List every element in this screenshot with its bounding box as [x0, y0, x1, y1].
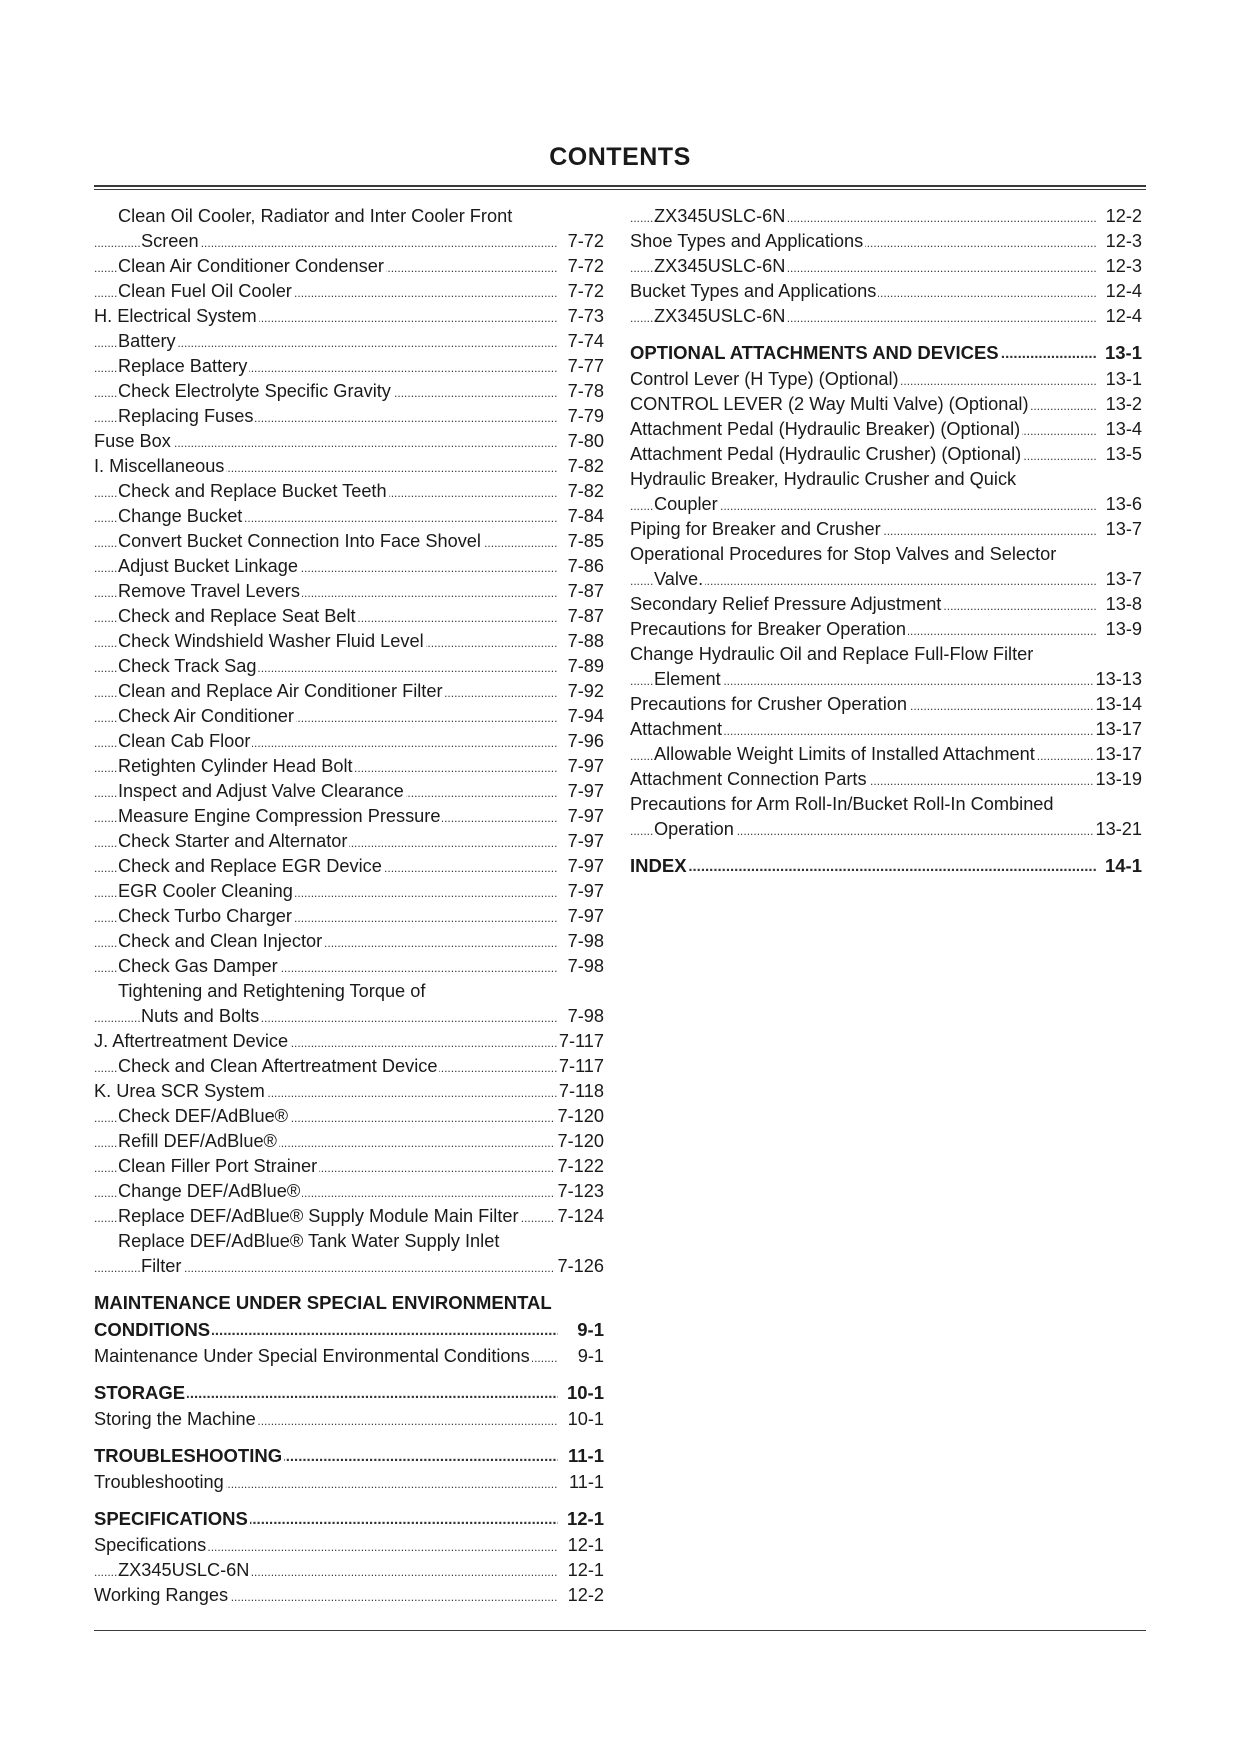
toc-entry[interactable]	[630, 692, 1142, 717]
toc-entry[interactable]	[94, 1129, 604, 1154]
toc-page-number: 7-98	[566, 954, 604, 979]
toc-page-number: 11-1	[567, 1470, 604, 1495]
toc-entry[interactable]	[94, 1004, 604, 1029]
toc-entry-title: Bucket Types and Applications	[630, 281, 877, 301]
toc-entry[interactable]	[94, 929, 604, 954]
toc-entry-title: STORAGE	[94, 1382, 186, 1403]
toc-entry[interactable]	[94, 1154, 604, 1179]
header-rule	[94, 185, 1146, 190]
toc-page-number: 7-82	[566, 454, 604, 479]
toc-entry-title: ZX345USLC-6N	[118, 1560, 250, 1580]
toc-entry-title: Check and Replace Bucket Teeth	[118, 481, 387, 501]
toc-entry-title: MAINTENANCE UNDER SPECIAL ENVIRONMENTAL	[94, 1292, 552, 1313]
toc-entry[interactable]	[630, 204, 1142, 229]
toc-page-number: 13-13	[1093, 667, 1142, 692]
toc-right-column	[630, 204, 1142, 878]
toc-entry[interactable]	[94, 704, 604, 729]
toc-entry[interactable]	[630, 767, 1142, 792]
toc-entry-title: Precautions for Crusher Operation	[630, 694, 907, 714]
toc-page-number: 7-126	[555, 1254, 604, 1279]
toc-entry[interactable]	[630, 229, 1142, 254]
toc-entry[interactable]	[94, 879, 604, 904]
toc-page-number: 12-2	[566, 1583, 604, 1608]
toc-entry-title: Check Air Conditioner	[118, 706, 294, 726]
toc-entry-title: ZX345USLC-6N	[654, 256, 786, 276]
toc-page-number: 7-118	[557, 1079, 604, 1104]
toc-page-number: 7-97	[566, 754, 604, 779]
toc-entry[interactable]	[94, 1204, 604, 1229]
toc-page-number: 7-92	[566, 679, 604, 704]
toc-page-number: 13-8	[1104, 592, 1142, 617]
toc-page-number: 13-9	[1104, 617, 1142, 642]
toc-page-number: 13-6	[1104, 492, 1142, 517]
toc-page-number: 9-1	[576, 1344, 604, 1369]
toc-entry[interactable]	[630, 592, 1142, 617]
toc-page-number: 13-7	[1104, 567, 1142, 592]
toc-entry-title: Adjust Bucket Linkage	[118, 556, 298, 576]
toc-entry[interactable]	[94, 1583, 604, 1608]
toc-page-number: 7-97	[566, 804, 604, 829]
toc-entry-title: ZX345USLC-6N	[654, 206, 786, 226]
toc-entry-title: Change DEF/AdBlue®	[118, 1181, 301, 1201]
toc-entry[interactable]	[94, 1558, 604, 1583]
toc-page-number: 12-2	[1104, 204, 1142, 229]
toc-entry[interactable]	[94, 579, 604, 604]
toc-entry-title: Remove Travel Levers	[118, 581, 300, 601]
toc-entry-title: Replacing Fuses	[118, 406, 254, 426]
toc-entry[interactable]	[94, 1470, 604, 1495]
toc-page-number: 12-4	[1104, 279, 1142, 304]
toc-page-number: 7-97	[566, 779, 604, 804]
toc-entry-title: CONDITIONS	[94, 1319, 211, 1340]
toc-entry-title: Check Electrolyte Specific Gravity	[118, 381, 391, 401]
toc-page-number: 13-7	[1104, 517, 1142, 542]
toc-page-number: 7-97	[566, 829, 604, 854]
toc-entry[interactable]	[94, 1344, 604, 1369]
toc-page-number: 7-124	[555, 1204, 604, 1229]
toc-entry-title: EGR Cooler Cleaning	[118, 881, 293, 901]
toc-page-number: 7-84	[566, 504, 604, 529]
toc-entry[interactable]	[630, 517, 1142, 542]
toc-entry-title: Nuts and Bolts	[141, 1006, 260, 1026]
toc-entry[interactable]	[94, 904, 604, 929]
toc-entry-title: Precautions for Breaker Operation	[630, 619, 906, 639]
toc-entry[interactable]	[630, 742, 1142, 767]
toc-page-number: 7-80	[566, 429, 604, 454]
toc-page-number: 7-120	[555, 1129, 604, 1154]
toc-entry-title: CONTROL LEVER (2 Way Multi Valve) (Optional)	[630, 394, 1029, 414]
toc-page-number: 7-72	[566, 279, 604, 304]
toc-entry-title: Replace DEF/AdBlue® Supply Module Main Filter	[118, 1206, 519, 1226]
toc-page-number: 11-1	[567, 1445, 604, 1466]
toc-entry[interactable]	[630, 367, 1142, 392]
footer-rule	[94, 1630, 1146, 1631]
toc-entry[interactable]	[94, 804, 604, 829]
toc-entry-title: J. Aftertreatment Device	[94, 1031, 289, 1051]
toc-entry-title: H. Electrical System	[94, 306, 257, 326]
toc-page-number: 13-17	[1093, 717, 1142, 742]
toc-section-heading[interactable]	[94, 1506, 604, 1531]
toc-page-number: 7-117	[557, 1054, 604, 1079]
toc-page-number: 7-97	[566, 904, 604, 929]
toc-page-number: 13-17	[1093, 742, 1142, 767]
toc-entry[interactable]	[94, 1254, 604, 1279]
toc-page-number: 7-87	[566, 579, 604, 604]
toc-entry-title: Screen	[141, 231, 199, 251]
toc-section-heading[interactable]	[94, 1380, 604, 1405]
toc-entry-title: Allowable Weight Limits of Installed Attachment	[654, 744, 1035, 764]
toc-entry-title: Change Bucket	[118, 506, 243, 526]
toc-page-number: 13-2	[1104, 392, 1142, 417]
toc-entry-title: Operational Procedures for Stop Valves and Selector	[630, 544, 1057, 564]
toc-entry[interactable]	[94, 354, 604, 379]
toc-entry[interactable]	[94, 604, 604, 629]
toc-entry-title: Working Ranges	[94, 1585, 229, 1605]
toc-entry[interactable]	[94, 829, 604, 854]
toc-entry[interactable]	[94, 529, 604, 554]
toc-entry-title: Replace Battery	[118, 356, 248, 376]
toc-page-number: 12-3	[1104, 229, 1142, 254]
toc-page-number: 7-85	[566, 529, 604, 554]
toc-entry-title: Clean Fuel Oil Cooler	[118, 281, 292, 301]
toc-entry-title: Operation	[654, 819, 734, 839]
toc-entry-title: Check Turbo Charger	[118, 906, 292, 926]
toc-entry-title: Clean and Replace Air Conditioner Filter	[118, 681, 443, 701]
toc-entry[interactable]	[94, 1054, 604, 1079]
toc-page-number: 7-79	[566, 404, 604, 429]
toc-entry[interactable]	[94, 979, 604, 1004]
toc-entry-title: Inspect and Adjust Valve Clearance	[118, 781, 404, 801]
toc-entry-title: Check Gas Damper	[118, 956, 278, 976]
toc-entry[interactable]	[94, 629, 604, 654]
toc-entry-title: Clean Air Conditioner Condenser	[118, 256, 384, 276]
toc-section-heading[interactable]	[630, 853, 1142, 878]
toc-entry-title: Check Windshield Washer Fluid Level	[118, 631, 424, 651]
toc-entry-title: Check and Replace EGR Device	[118, 856, 382, 876]
toc-entry[interactable]	[94, 229, 604, 254]
toc-entry-title: Clean Oil Cooler, Radiator and Inter Cooler Front	[118, 206, 513, 226]
toc-page-number: 13-19	[1093, 767, 1142, 792]
toc-left-column	[94, 204, 604, 1608]
toc-entry[interactable]	[94, 779, 604, 804]
toc-entry[interactable]	[630, 792, 1142, 817]
toc-entry-title: Storing the Machine	[94, 1409, 256, 1429]
toc-page-number: 7-123	[555, 1179, 604, 1204]
toc-entry[interactable]	[630, 304, 1142, 329]
toc-page-number: 12-1	[566, 1558, 604, 1583]
toc-entry[interactable]	[94, 429, 604, 454]
toc-page-number: 12-3	[1104, 254, 1142, 279]
toc-page-number: 13-21	[1093, 817, 1142, 842]
toc-page-number: 13-1	[1104, 342, 1142, 363]
toc-page-number: 7-72	[566, 254, 604, 279]
toc-entry-title: Convert Bucket Connection Into Face Shovel	[118, 531, 481, 551]
toc-entry[interactable]	[94, 954, 604, 979]
toc-entry[interactable]	[94, 1029, 604, 1054]
toc-entry[interactable]	[94, 679, 604, 704]
toc-entry[interactable]	[94, 1104, 604, 1129]
toc-page-number: 7-89	[566, 654, 604, 679]
toc-entry-title: Measure Engine Compression Pressure	[118, 806, 441, 826]
toc-entry-title: Attachment	[630, 719, 722, 739]
toc-page-number: 7-117	[557, 1029, 604, 1054]
toc-entry[interactable]	[94, 304, 604, 329]
toc-entry-title: Attachment Pedal (Hydraulic Crusher) (Optional)	[630, 444, 1022, 464]
toc-page-number: 12-4	[1104, 304, 1142, 329]
toc-entry-title: Check and Clean Injector	[118, 931, 323, 951]
toc-entry-title: Maintenance Under Special Environmental Conditions	[94, 1346, 530, 1366]
toc-entry-title: Hydraulic Breaker, Hydraulic Crusher and Quick	[630, 469, 1017, 489]
toc-page-number: 7-77	[566, 354, 604, 379]
toc-entry[interactable]	[94, 729, 604, 754]
toc-entry[interactable]	[94, 504, 604, 529]
toc-entry-title: Filter	[141, 1256, 182, 1276]
toc-page-number: 13-4	[1104, 417, 1142, 442]
toc-entry[interactable]	[94, 279, 604, 304]
toc-page-number: 7-82	[566, 479, 604, 504]
toc-entry[interactable]	[630, 567, 1142, 592]
toc-entry-title: Shoe Types and Applications	[630, 231, 864, 251]
toc-page-number: 13-5	[1104, 442, 1142, 467]
toc-entry[interactable]	[630, 717, 1142, 742]
page-title: CONTENTS	[549, 143, 691, 171]
toc-entry-title: SPECIFICATIONS	[94, 1508, 248, 1529]
toc-page-number: 12-1	[566, 1508, 604, 1529]
toc-page-number: 7-86	[566, 554, 604, 579]
toc-entry-title: Check Track Sag	[118, 656, 257, 676]
toc-entry-title: Precautions for Arm Roll-In/Bucket Roll-In Combined	[630, 794, 1054, 814]
toc-page-number: 10-1	[566, 1407, 604, 1432]
toc-page-number: 7-122	[555, 1154, 604, 1179]
toc-entry-title: Attachment Connection Parts	[630, 769, 867, 789]
toc-entry[interactable]	[94, 1229, 604, 1254]
toc-entry[interactable]	[94, 654, 604, 679]
toc-entry[interactable]	[630, 617, 1142, 642]
toc-entry-title: Change Hydraulic Oil and Replace Full-Flow Filter	[630, 644, 1034, 664]
toc-entry[interactable]	[630, 492, 1142, 517]
toc-entry[interactable]	[630, 642, 1142, 667]
toc-page-number: 10-1	[566, 1382, 604, 1403]
toc-entry[interactable]	[94, 1079, 604, 1104]
toc-section-heading[interactable]	[94, 1290, 604, 1315]
toc-entry[interactable]	[94, 479, 604, 504]
toc-entry-title: I. Miscellaneous	[94, 456, 225, 476]
toc-entry-title: OPTIONAL ATTACHMENTS AND DEVICES	[630, 342, 999, 363]
toc-page-number: 7-73	[566, 304, 604, 329]
toc-page-number: 13-14	[1093, 692, 1142, 717]
toc-entry-title: ZX345USLC-6N	[654, 306, 786, 326]
toc-entry[interactable]	[630, 467, 1142, 492]
toc-page-number: 7-88	[566, 629, 604, 654]
toc-entry-title: Check DEF/AdBlue®	[118, 1106, 289, 1126]
toc-entry[interactable]	[630, 817, 1142, 842]
toc-entry-title: Troubleshooting	[94, 1472, 224, 1492]
toc-entry[interactable]	[630, 667, 1142, 692]
toc-entry-title: Control Lever (H Type) (Optional)	[630, 369, 899, 389]
toc-page-number: 7-72	[566, 229, 604, 254]
toc-entry-title: INDEX	[630, 855, 687, 876]
toc-entry-title: Specifications	[94, 1535, 207, 1555]
toc-entry[interactable]	[94, 204, 604, 229]
toc-entry[interactable]	[94, 1179, 604, 1204]
toc-page-number: 7-98	[566, 1004, 604, 1029]
toc-entry-title: Check and Replace Seat Belt	[118, 606, 356, 626]
toc-entry[interactable]	[630, 254, 1142, 279]
toc-page-number: 7-97	[566, 854, 604, 879]
toc-entry-title: TROUBLESHOOTING	[94, 1445, 283, 1466]
toc-entry[interactable]	[94, 1407, 604, 1432]
toc-entry[interactable]	[630, 542, 1142, 567]
toc-page-number: 7-96	[566, 729, 604, 754]
toc-page-number: 7-87	[566, 604, 604, 629]
toc-entry-title: Check Starter and Alternator	[118, 831, 348, 851]
toc-page-number: 13-1	[1104, 367, 1142, 392]
toc-entry-title: Clean Cab Floor	[118, 731, 251, 751]
toc-entry-title: Battery	[118, 331, 176, 351]
toc-page-number: 7-94	[566, 704, 604, 729]
toc-entry[interactable]	[94, 404, 604, 429]
toc-entry[interactable]	[94, 379, 604, 404]
toc-entry-title: Secondary Relief Pressure Adjustment	[630, 594, 942, 614]
toc-entry-title: Attachment Pedal (Hydraulic Breaker) (Optional)	[630, 419, 1021, 439]
toc-entry-title: Element	[654, 669, 721, 689]
toc-entry-title: Check and Clean Aftertreatment Device	[118, 1056, 438, 1076]
toc-page-number: 7-78	[566, 379, 604, 404]
toc-entry-title: Replace DEF/AdBlue® Tank Water Supply Inlet	[118, 1231, 500, 1251]
toc-entry[interactable]	[94, 754, 604, 779]
toc-entry-title: K. Urea SCR System	[94, 1081, 265, 1101]
toc-page-number: 12-1	[566, 1533, 604, 1558]
toc-entry[interactable]	[630, 279, 1142, 304]
toc-entry[interactable]	[94, 454, 604, 479]
toc-section-heading[interactable]	[630, 340, 1142, 365]
toc-entry[interactable]	[630, 442, 1142, 467]
toc-page-number: 7-120	[555, 1104, 604, 1129]
toc-entry[interactable]	[94, 1533, 604, 1558]
toc-entry-title: Coupler	[654, 494, 718, 514]
toc-entry[interactable]	[630, 417, 1142, 442]
toc-section-heading[interactable]	[94, 1443, 604, 1468]
toc-page-number: 14-1	[1104, 855, 1142, 876]
toc-entry-title: Tightening and Retightening Torque of	[118, 981, 426, 1001]
toc-entry[interactable]	[94, 854, 604, 879]
toc-entry[interactable]	[94, 329, 604, 354]
toc-entry-title: Retighten Cylinder Head Bolt	[118, 756, 353, 776]
toc-entry-title: Piping for Breaker and Crusher	[630, 519, 881, 539]
toc-entry[interactable]	[94, 254, 604, 279]
toc-page-number: 9-1	[577, 1319, 604, 1340]
toc-entry[interactable]	[94, 554, 604, 579]
toc-entry-title: Fuse Box	[94, 431, 171, 451]
toc-section-heading[interactable]	[94, 1317, 604, 1342]
toc-page-number: 7-98	[566, 929, 604, 954]
toc-entry[interactable]	[630, 392, 1142, 417]
toc-page-number: 7-74	[566, 329, 604, 354]
toc-page-number: 7-97	[566, 879, 604, 904]
toc-entry-title: Clean Filler Port Strainer	[118, 1156, 318, 1176]
toc-entry-title: Refill DEF/AdBlue®	[118, 1131, 277, 1151]
toc-entry-title: Valve.	[654, 569, 704, 589]
